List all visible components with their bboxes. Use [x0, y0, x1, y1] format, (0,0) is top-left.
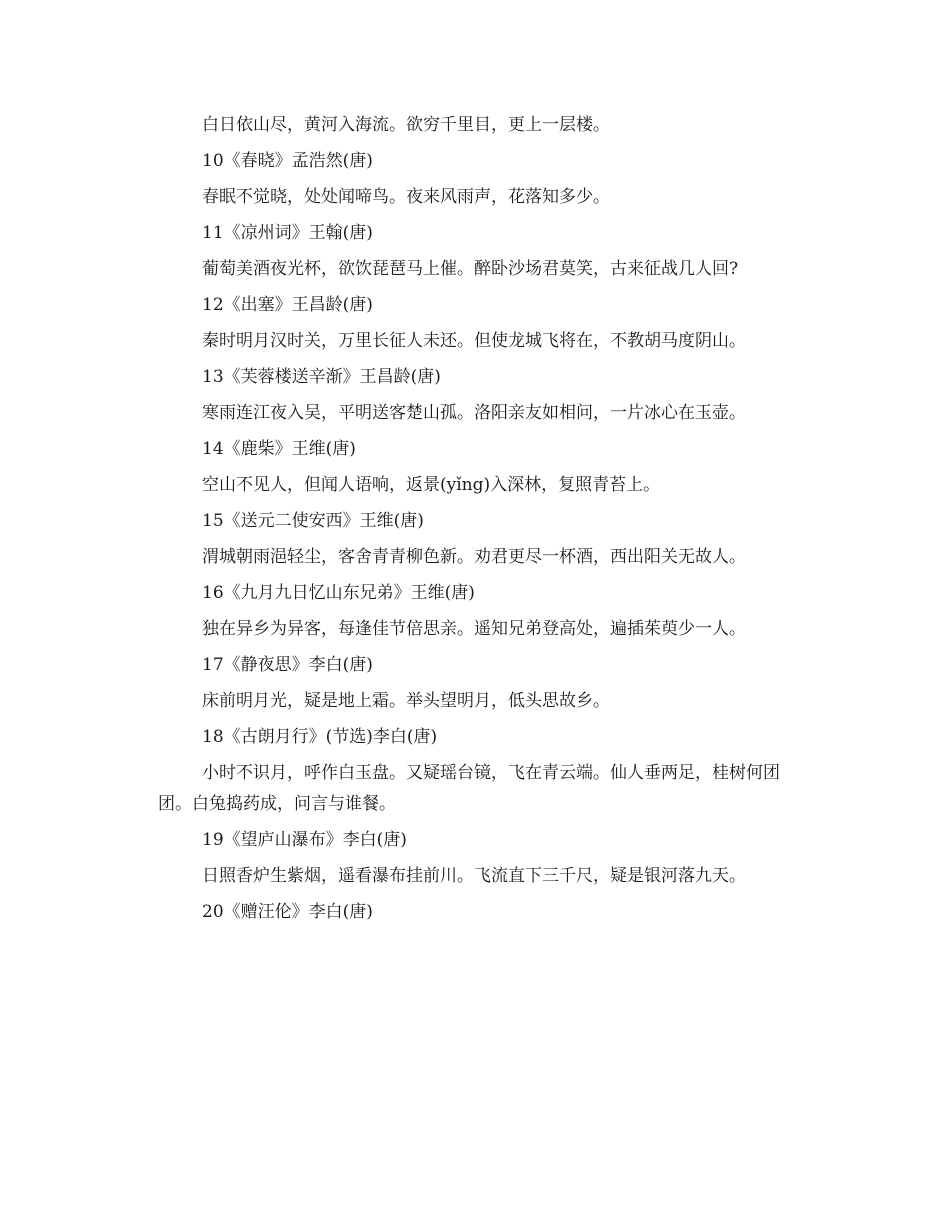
- poem-title: 12《出塞》王昌龄(唐): [202, 295, 373, 315]
- poem-text: 空山不见人，但闻人语响，返景(yǐng)入深林，复照青苔上。: [202, 475, 661, 495]
- poem-text: 渭城朝雨浥轻尘，客舍青青柳色新。劝君更尽一杯酒，西出阳关无故人。: [202, 547, 746, 567]
- poem-text: 葡萄美酒夜光杯，欲饮琵琶马上催。醉卧沙场君莫笑，古来征战几人回?: [202, 259, 739, 279]
- poem-title: 20《赠汪伦》李白(唐): [202, 902, 373, 922]
- poem-text: 春眠不觉晓，处处闻啼鸟。夜来风雨声，花落知多少。: [202, 187, 610, 207]
- poem-title: 10《春晓》孟浩然(唐): [202, 151, 373, 171]
- poem-title: 18《古朗月行》(节选)李白(唐): [202, 727, 438, 747]
- poem-title: 14《鹿柴》王维(唐): [202, 439, 356, 459]
- poem-title: 16《九月九日忆山东兄弟》王维(唐): [202, 583, 475, 603]
- poem-title: 11《凉州词》王翰(唐): [202, 223, 373, 243]
- poem-list: [158, 110, 808, 933]
- poem-text: 小时不识月，呼作白玉盘。又疑瑶台镜，飞在青云端。仙人垂两足，桂树何团团。白兔捣药成，问言与谁餐。: [158, 763, 780, 814]
- poem-text: 寒雨连江夜入吴，平明送客楚山孤。洛阳亲友如相问，一片冰心在玉壶。: [202, 403, 746, 423]
- poem-title: 15《送元二使安西》王维(唐): [202, 511, 424, 531]
- poem-text: 日照香炉生紫烟，遥看瀑布挂前川。飞流直下三千尺，疑是银河落九天。: [202, 866, 746, 886]
- poem-title: 17《静夜思》李白(唐): [202, 655, 373, 675]
- poem-title: 13《芙蓉楼送辛渐》王昌龄(唐): [202, 367, 441, 387]
- poem-text: 独在异乡为异客，每逢佳节倍思亲。遥知兄弟登高处，遍插茱萸少一人。: [202, 619, 746, 639]
- poem-text: 白日依山尽，黄河入海流。欲穷千里目，更上一层楼。: [202, 115, 610, 135]
- poem-text: 床前明月光，疑是地上霜。举头望明月，低头思故乡。: [202, 691, 610, 711]
- poem-title: 19《望庐山瀑布》李白(唐): [202, 830, 407, 850]
- poem-text: 秦时明月汉时关，万里长征人未还。但使龙城飞将在，不教胡马度阴山。: [202, 331, 746, 351]
